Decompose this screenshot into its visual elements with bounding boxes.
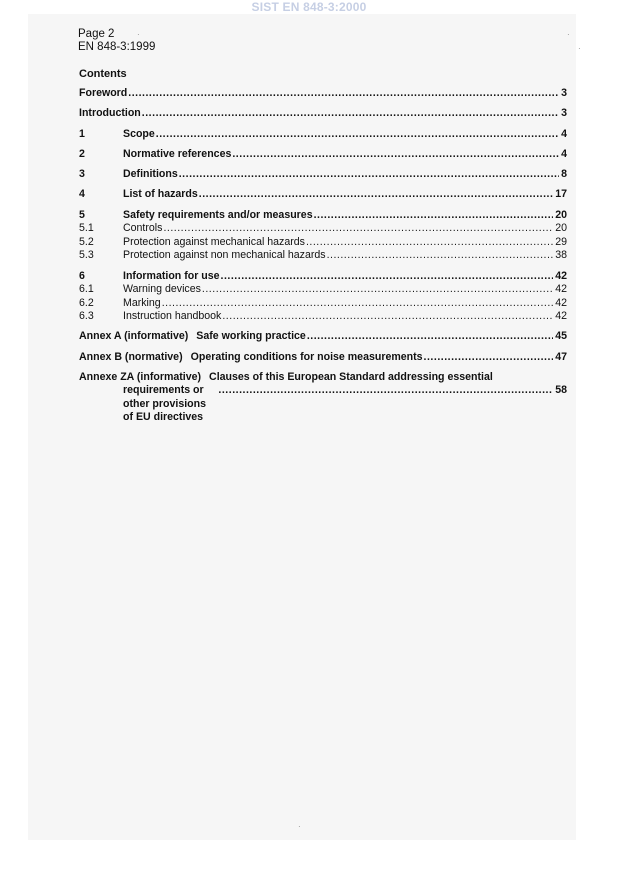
page-header — [78, 28, 155, 54]
toc-title: Safe working practice — [196, 330, 306, 343]
dot-leader — [314, 209, 554, 223]
toc-number: 5.1 — [79, 222, 94, 235]
toc-page: 42 — [555, 296, 567, 309]
scan-speck: · — [298, 822, 301, 831]
toc-entry-5[interactable] — [79, 209, 567, 223]
toc-title: Safety requirements and/or measures — [123, 208, 313, 221]
toc-title: Protection against non mechanical hazards — [123, 249, 326, 262]
annex-label: Annex A (informative) — [79, 330, 189, 343]
annex-label: Annex B (normative) — [79, 350, 183, 363]
scan-speck: · — [137, 30, 140, 39]
dot-leader — [424, 351, 554, 365]
toc-number: 3 — [79, 168, 85, 181]
toc-title: Information for use — [123, 269, 220, 282]
toc-entry-6-1[interactable] — [79, 283, 567, 297]
toc-entry-annex-za[interactable] — [79, 371, 567, 425]
dot-leader — [306, 236, 553, 250]
toc-page: 20 — [555, 222, 567, 235]
toc-entry-annex-b[interactable] — [79, 351, 567, 365]
toc-page: 4 — [561, 127, 567, 140]
toc-entry-introduction[interactable] — [79, 107, 567, 121]
toc-entry-foreword[interactable] — [79, 87, 567, 101]
toc-number: 6 — [79, 269, 85, 282]
toc-page: 42 — [555, 310, 567, 323]
toc-entry-5-3[interactable] — [79, 249, 567, 263]
toc-title: Operating conditions for noise measurements — [190, 350, 423, 363]
toc-title: Marking — [123, 296, 161, 309]
dot-leader — [327, 249, 554, 263]
toc-page: 58 — [555, 384, 567, 397]
dot-leader — [202, 283, 553, 297]
dot-leader — [232, 148, 559, 162]
dot-leader — [162, 297, 554, 311]
toc-title: Warning devices — [123, 283, 201, 296]
toc-entry-6-2[interactable] — [79, 297, 567, 311]
standard-id: EN 848-3:1999 — [78, 41, 156, 53]
toc-number: 4 — [79, 188, 85, 201]
toc-entry-2[interactable] — [79, 148, 567, 162]
toc-entry-1[interactable] — [79, 128, 567, 142]
page-number: Page 2 — [78, 28, 115, 40]
toc-page: 17 — [555, 188, 567, 201]
dot-leader — [307, 330, 553, 344]
toc-page: 42 — [555, 269, 567, 282]
toc-number: 5.3 — [79, 249, 94, 262]
toc-page: 29 — [555, 235, 567, 248]
annex-label: Annexe ZA (informative) — [79, 370, 202, 383]
toc-number: 6.2 — [79, 296, 94, 309]
toc-entry-6-3[interactable] — [79, 310, 567, 324]
toc-title: List of hazards — [123, 188, 198, 201]
toc-number: 1 — [79, 127, 85, 140]
toc-title: Foreword — [79, 87, 128, 99]
toc-title: Protection against mechanical hazards — [123, 235, 305, 248]
dot-leader — [179, 168, 559, 182]
toc-page: 38 — [555, 249, 567, 262]
dot-leader — [163, 222, 553, 236]
toc-entry-6[interactable] — [79, 270, 567, 284]
annex-heading — [79, 330, 306, 344]
toc-page: 47 — [555, 350, 567, 363]
toc-page: 3 — [561, 107, 567, 120]
scan-speck: · — [578, 44, 581, 53]
table-of-contents — [79, 87, 567, 425]
dot-leader — [156, 128, 559, 142]
annex-heading — [79, 351, 423, 365]
contents-heading: Contents — [79, 68, 127, 80]
toc-entry-4[interactable] — [79, 188, 567, 202]
toc-title: Normative references — [123, 147, 232, 160]
toc-entry-5-1[interactable] — [79, 222, 567, 236]
toc-title-line2: requirements or other provisions of EU directives — [123, 384, 206, 424]
toc-number: 5 — [79, 208, 85, 221]
toc-number: 2 — [79, 147, 85, 160]
toc-entry-annex-a[interactable] — [79, 330, 567, 344]
toc-title: Definitions — [123, 168, 178, 181]
toc-title: Controls — [123, 222, 163, 235]
annex-heading — [79, 371, 567, 385]
toc-title: Scope — [123, 127, 155, 140]
toc-title: Instruction handbook — [123, 310, 222, 323]
toc-page: 3 — [561, 87, 567, 99]
dot-leader — [142, 107, 559, 121]
dot-leader — [199, 188, 553, 202]
dot-leader — [222, 310, 553, 324]
toc-number: 6.3 — [79, 310, 94, 323]
dot-leader — [221, 270, 554, 284]
toc-page: 42 — [555, 283, 567, 296]
dot-leader — [218, 384, 553, 398]
toc-page: 45 — [555, 330, 567, 343]
toc-entry-5-2[interactable] — [79, 236, 567, 250]
toc-title: Clauses of this European Standard addressing essential — [209, 370, 493, 383]
scan-speck: · — [567, 30, 570, 39]
watermark: SIST EN 848-3:2000 — [251, 0, 367, 14]
toc-page: 20 — [555, 208, 567, 221]
toc-number: 5.2 — [79, 235, 94, 248]
toc-page: 8 — [561, 168, 567, 181]
toc-number: 6.1 — [79, 283, 94, 296]
annex-title-continuation — [79, 384, 567, 425]
dot-leader — [128, 87, 559, 101]
toc-title: Introduction — [79, 107, 141, 120]
toc-page: 4 — [561, 147, 567, 160]
toc-entry-3[interactable] — [79, 168, 567, 182]
